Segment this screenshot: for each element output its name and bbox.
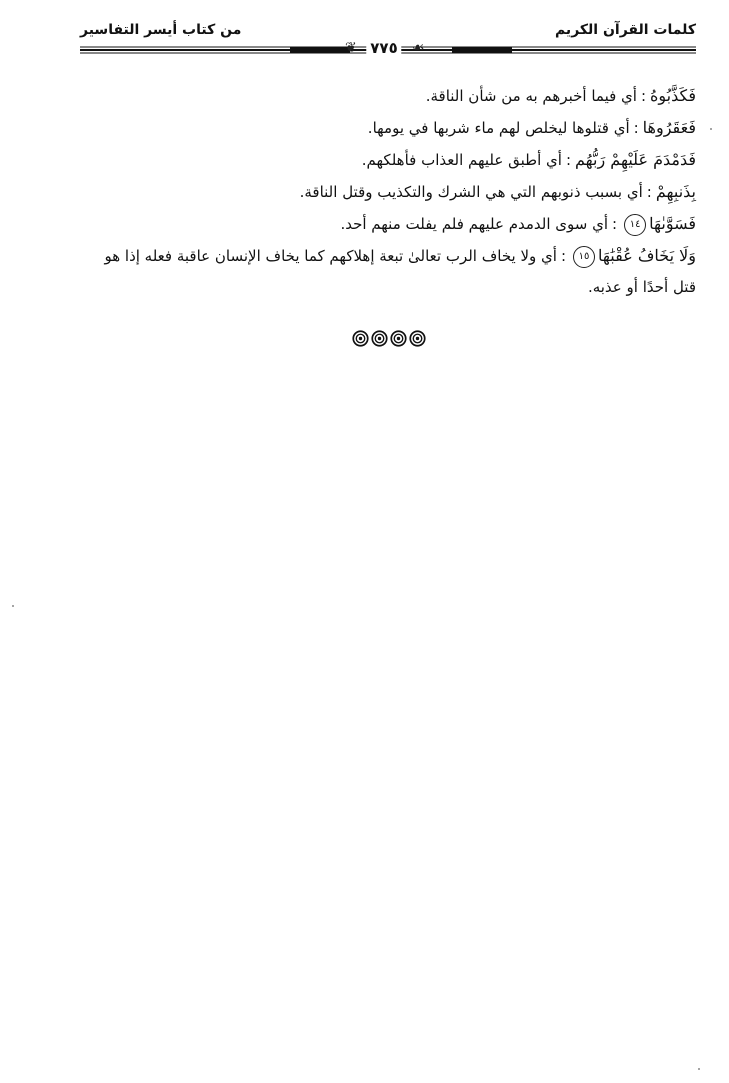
glossary-entry bbox=[80, 240, 696, 303]
quran-word: فَسَوَّىٰهَا bbox=[649, 214, 696, 233]
glossary-entry bbox=[80, 112, 696, 144]
word-meaning: أي ولا يخاف الرب تعالىٰ تبعة إهلاكهم كما يخاف الإنسان عاقبة فعله إذا هو قتل أحدًا أو عذبه. bbox=[104, 247, 696, 296]
word-meaning: أي أطبق عليهم العذاب فأهلكهم. bbox=[361, 151, 562, 169]
scan-speck bbox=[12, 605, 14, 607]
ayah-number-marker: ١٥ bbox=[573, 246, 595, 268]
separator: : bbox=[633, 119, 639, 137]
quran-word: بِذَنبِهِمْ bbox=[655, 182, 696, 201]
glossary-entry bbox=[80, 144, 696, 176]
rosette-icon bbox=[409, 330, 426, 347]
page-number: ٧٧٥ bbox=[366, 39, 401, 57]
separator: : bbox=[646, 183, 652, 201]
quran-word: فَكَذَّبُوهُ bbox=[650, 86, 696, 105]
glossary-entry bbox=[80, 176, 696, 208]
glossary-entry bbox=[80, 208, 696, 240]
quran-word: وَلَا يَخَافُ عُقْبَٰهَا bbox=[598, 246, 696, 265]
ayah-number-marker: ١٤ bbox=[624, 214, 646, 236]
floral-scroll-icon: ☙ bbox=[412, 40, 425, 56]
separator: : bbox=[612, 215, 618, 233]
quran-word: فَدَمْدَمَ عَلَيْهِمْ رَبُّهُم bbox=[575, 150, 696, 169]
floral-scroll-icon: ❦ bbox=[345, 40, 357, 56]
book-title: كلمات القرآن الكريم bbox=[554, 22, 696, 38]
word-meaning: أي قتلوها ليخلص لهم ماء شربها في يومها. bbox=[367, 119, 630, 137]
separator: : bbox=[565, 151, 571, 169]
word-meaning: أي سوى الدمدم عليهم فلم يفلت منهم أحد. bbox=[340, 215, 609, 233]
scan-speck bbox=[710, 128, 712, 130]
glossary-content bbox=[80, 80, 696, 303]
quran-word: فَعَقَرُوهَا bbox=[642, 118, 696, 137]
rosette-icon bbox=[371, 330, 388, 347]
book-source: من كتاب أيسر التفاسير bbox=[80, 22, 242, 38]
glossary-entry bbox=[80, 80, 696, 112]
section-end-ornament bbox=[352, 330, 428, 350]
word-meaning: أي فيما أخبرهم به من شأن الناقة. bbox=[425, 87, 637, 105]
rosette-icon bbox=[352, 330, 369, 347]
scan-speck bbox=[698, 1068, 700, 1070]
separator: : bbox=[640, 87, 647, 105]
rosette-icon bbox=[390, 330, 407, 347]
word-meaning: أي بسبب ذنوبهم التي هي الشرك والتكذيب وقتل الناقة. bbox=[299, 183, 643, 201]
separator: : bbox=[560, 247, 567, 265]
